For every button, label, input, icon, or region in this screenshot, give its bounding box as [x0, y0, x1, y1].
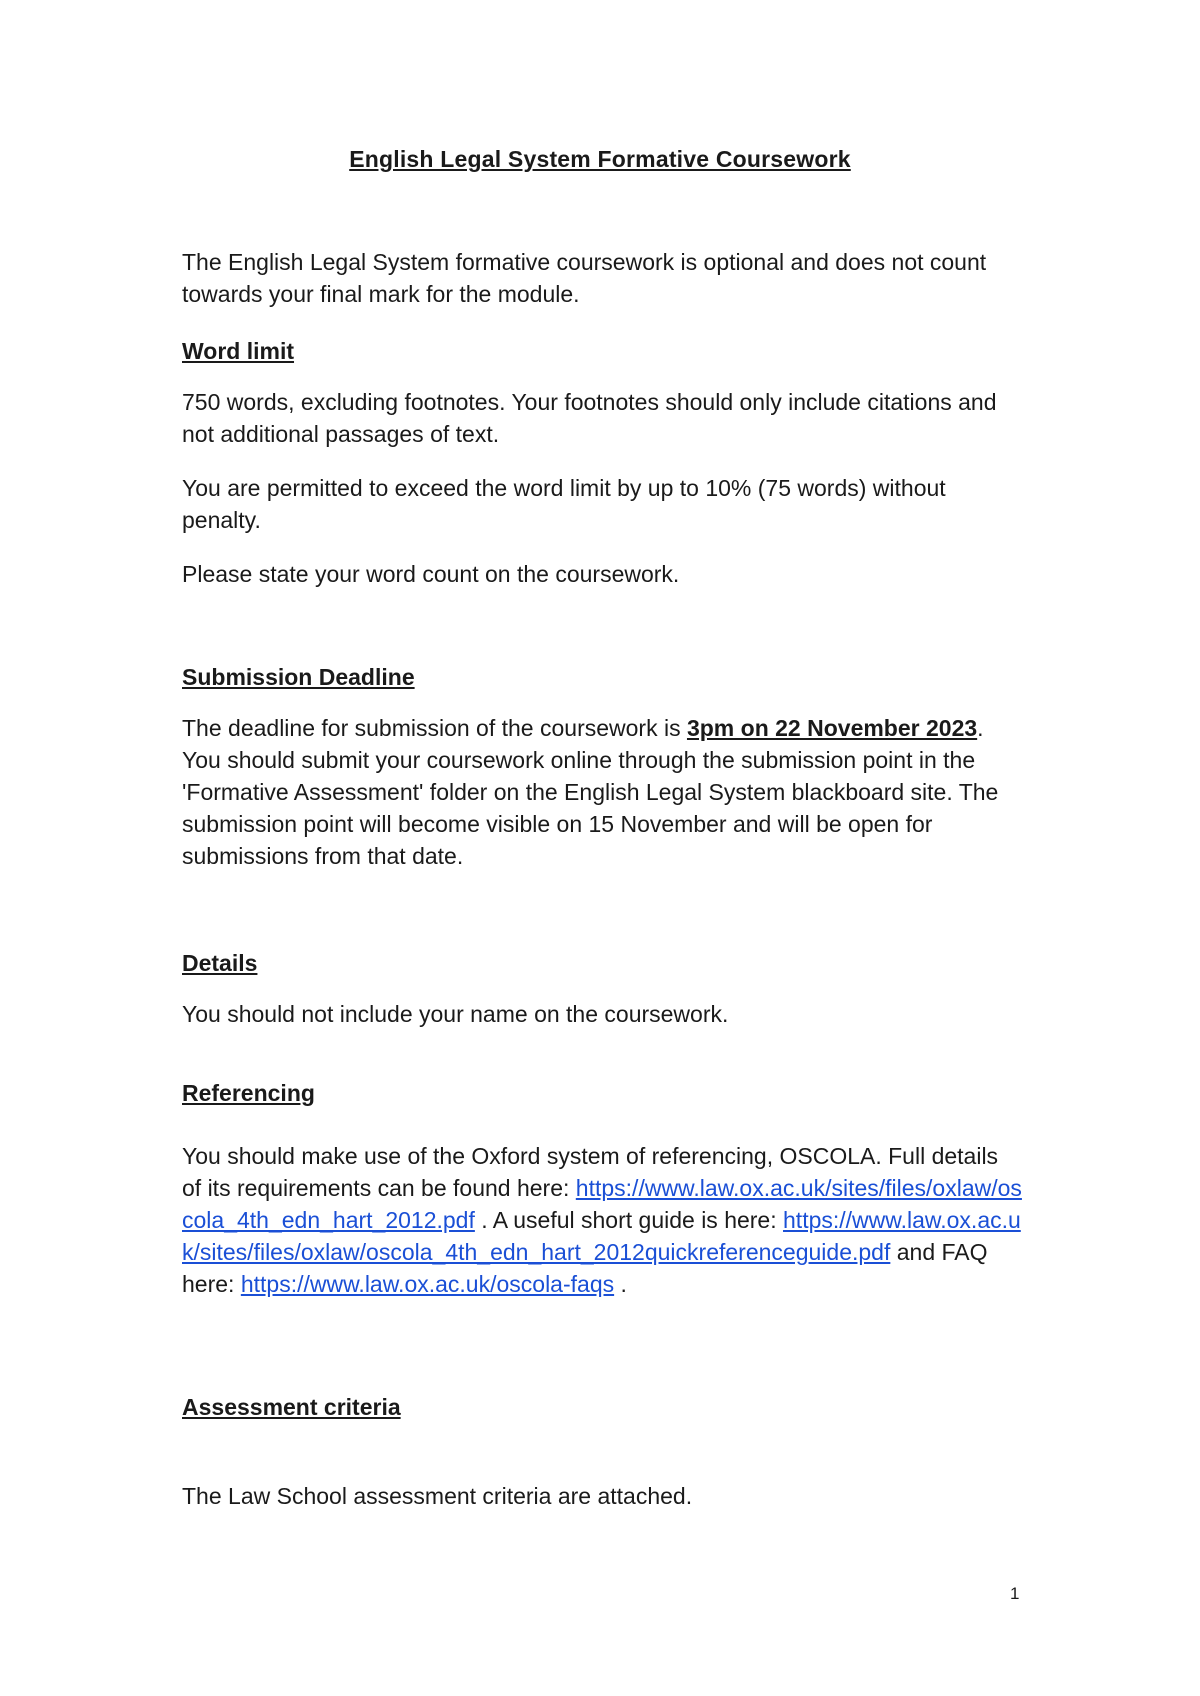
word-limit-heading: Word limit [182, 338, 295, 364]
assessment-paragraph: The Law School assessment criteria are attached. [182, 1483, 693, 1509]
oscola-quick-guide-link[interactable]: https://www.law.ox.ac.uk/sites/files/oxlaw/oscola_4th_edn_hart_2012quickreferenceguide.pdf [182, 1207, 1021, 1265]
referencing-end: . [614, 1271, 627, 1297]
submission-deadline: 3pm on 22 November 2023 [686, 715, 978, 741]
submission-heading: Submission Deadline [182, 664, 415, 690]
submission-rest: . You should submit your coursework online through the submission point in the 'Formative Assessment' folder on the English Legal System blackboard site. The submission point will become visible on 15 November and will be open for submissions from that date. [182, 715, 999, 869]
word-limit-paragraph-2: You are permitted to exceed the word limit by up to 10% (75 words) without penalty. [182, 475, 946, 533]
oscola-faq-link[interactable]: https://www.law.ox.ac.uk/oscola-faqs [240, 1271, 615, 1297]
referencing-paragraph [182, 1140, 1022, 1300]
submission-paragraph [182, 712, 1022, 872]
details-heading: Details [182, 950, 258, 976]
referencing-mid: . A useful short guide is here: [474, 1207, 784, 1233]
referencing-lead: You should make use of the Oxford system of referencing, OSCOLA. Full details of its requirements can be found here: [182, 1143, 999, 1201]
referencing-faq-lead: and FAQ here: [182, 1239, 988, 1297]
assessment-heading: Assessment criteria [182, 1394, 401, 1420]
word-limit-paragraph-1: 750 words, excluding footnotes. Your footnotes should only include citations and not additional passages of text. [182, 389, 997, 447]
document-title: English Legal System Formative Coursework [349, 146, 851, 172]
page-number: 1 [1010, 1584, 1020, 1603]
submission-lead: The deadline for submission of the coursework is [182, 715, 687, 741]
intro-paragraph: The English Legal System formative coursework is optional and does not count towards your final mark for the module. [182, 249, 987, 307]
word-limit-paragraph-3: Please state your word count on the coursework. [182, 561, 680, 587]
oscola-full-guide-link[interactable]: https://www.law.ox.ac.uk/sites/files/oxlaw/oscola_4th_edn_hart_2012.pdf [182, 1175, 1022, 1233]
details-paragraph: You should not include your name on the coursework. [182, 1001, 729, 1027]
referencing-heading: Referencing [182, 1080, 315, 1106]
